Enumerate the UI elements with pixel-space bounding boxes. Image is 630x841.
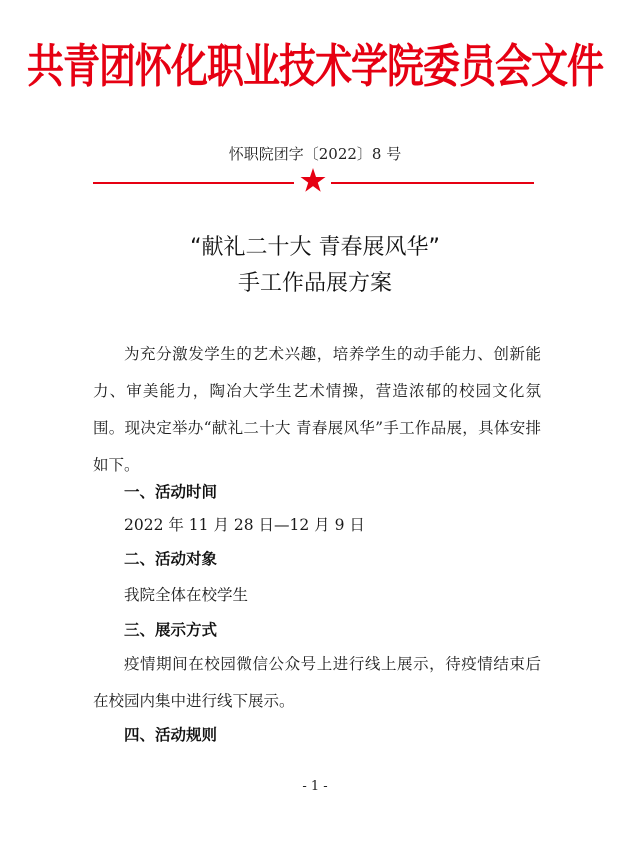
page-number: - 1 - — [302, 779, 328, 794]
document-header-title: 共青团怀化职业技术学院委员会文件 — [27, 38, 603, 94]
header-divider-right — [331, 182, 534, 184]
section-heading-time: 一、活动时间 — [124, 483, 218, 501]
document-title-line-2: 手工作品展方案 — [237, 271, 392, 296]
section-body-time: 2022 年 11 月 28 日—12 月 9 日 — [124, 516, 365, 534]
document-number: 怀职院团字〔2022〕8 号 — [228, 145, 402, 163]
header-divider-left — [93, 182, 294, 184]
intro-paragraph: 为充分激发学生的艺术兴趣，培养学生的动手能力、创新能力、审美能力，陶冶大学生艺术情操，营造浓郁的校园文化氛围。现决定举办“献礼二十大 青春展风华”手工作品展，具体安排如下。 — [93, 345, 541, 474]
section-body-participants: 我院全体在校学生 — [124, 586, 249, 604]
section-heading-participants: 二、活动对象 — [124, 550, 218, 568]
section-body-display-method: 疫情期间在校园微信公众号上进行线上展示，待疫情结束后在校园内集中进行线下展示。 — [93, 655, 541, 710]
section-heading-display-method: 三、展示方式 — [124, 621, 218, 639]
document-title-line-1: “献礼二十大 青春展风华” — [190, 235, 440, 260]
star-icon — [300, 167, 326, 193]
section-heading-rules: 四、活动规则 — [124, 726, 218, 744]
